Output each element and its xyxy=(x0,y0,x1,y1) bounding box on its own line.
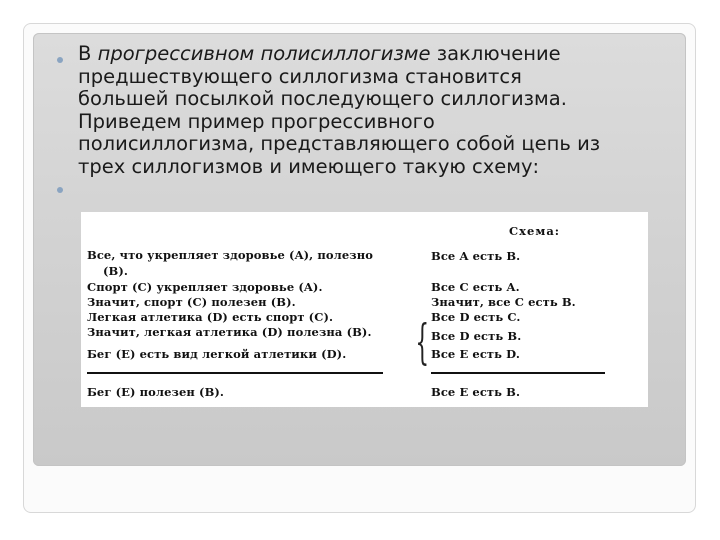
syllogism-line-1a: Все, что укрепляет здоровье (A), полезно xyxy=(87,248,374,262)
scanned-syllogism-image xyxy=(81,212,648,407)
schema-line-6: Все E есть D. xyxy=(431,347,520,361)
syllogism-line-1b: (B). xyxy=(103,264,129,278)
schema-line-5: Все D есть B. xyxy=(431,329,522,343)
para-line: трех силлогизмов и имеющего такую схему: xyxy=(78,154,540,178)
bullet-icon-empty xyxy=(57,187,63,193)
bullet-icon xyxy=(57,57,63,63)
syllogism-line-2: Спорт (C) укрепляет здоровье (A). xyxy=(87,280,323,294)
schema-line-1: Все A есть B. xyxy=(431,249,521,263)
syllogism-conclusion: Бег (E) полезен (B). xyxy=(87,385,225,399)
para-line-end: заключение xyxy=(430,42,561,65)
schema-heading: Схема: xyxy=(509,224,561,238)
para-line: большей посылкой последующего силлогизма. xyxy=(78,87,567,110)
right-divider-line xyxy=(431,372,605,374)
para-line: полисиллогизма, представляющего собой цепь из xyxy=(78,132,601,155)
brace-glyph: { xyxy=(415,314,430,370)
syllogism-line-4: Легкая атлетика (D) есть спорт (C). xyxy=(87,310,334,324)
schema-conclusion: Все E есть B. xyxy=(431,385,521,399)
schema-line-4: Все D есть C. xyxy=(431,310,521,324)
main-paragraph xyxy=(78,43,668,178)
para-line-start: В xyxy=(78,42,98,65)
schema-line-3: Значит, все C есть B. xyxy=(431,295,576,309)
syllogism-line-5: Значит, легкая атлетика (D) полезна (B). xyxy=(87,325,372,339)
schema-line-2: Все C есть A. xyxy=(431,280,520,294)
para-line: Приведем пример прогрессивного xyxy=(78,109,435,133)
para-line: предшествующего силлогизма становится xyxy=(78,64,522,88)
syllogism-line-3: Значит, спорт (C) полезен (B). xyxy=(87,295,296,309)
syllogism-line-6: Бег (E) есть вид легкой атлетики (D). xyxy=(87,347,347,361)
term-progressive-polysyllogism: прогрессивном полисиллогизме xyxy=(97,42,431,65)
left-divider-line xyxy=(87,372,383,374)
